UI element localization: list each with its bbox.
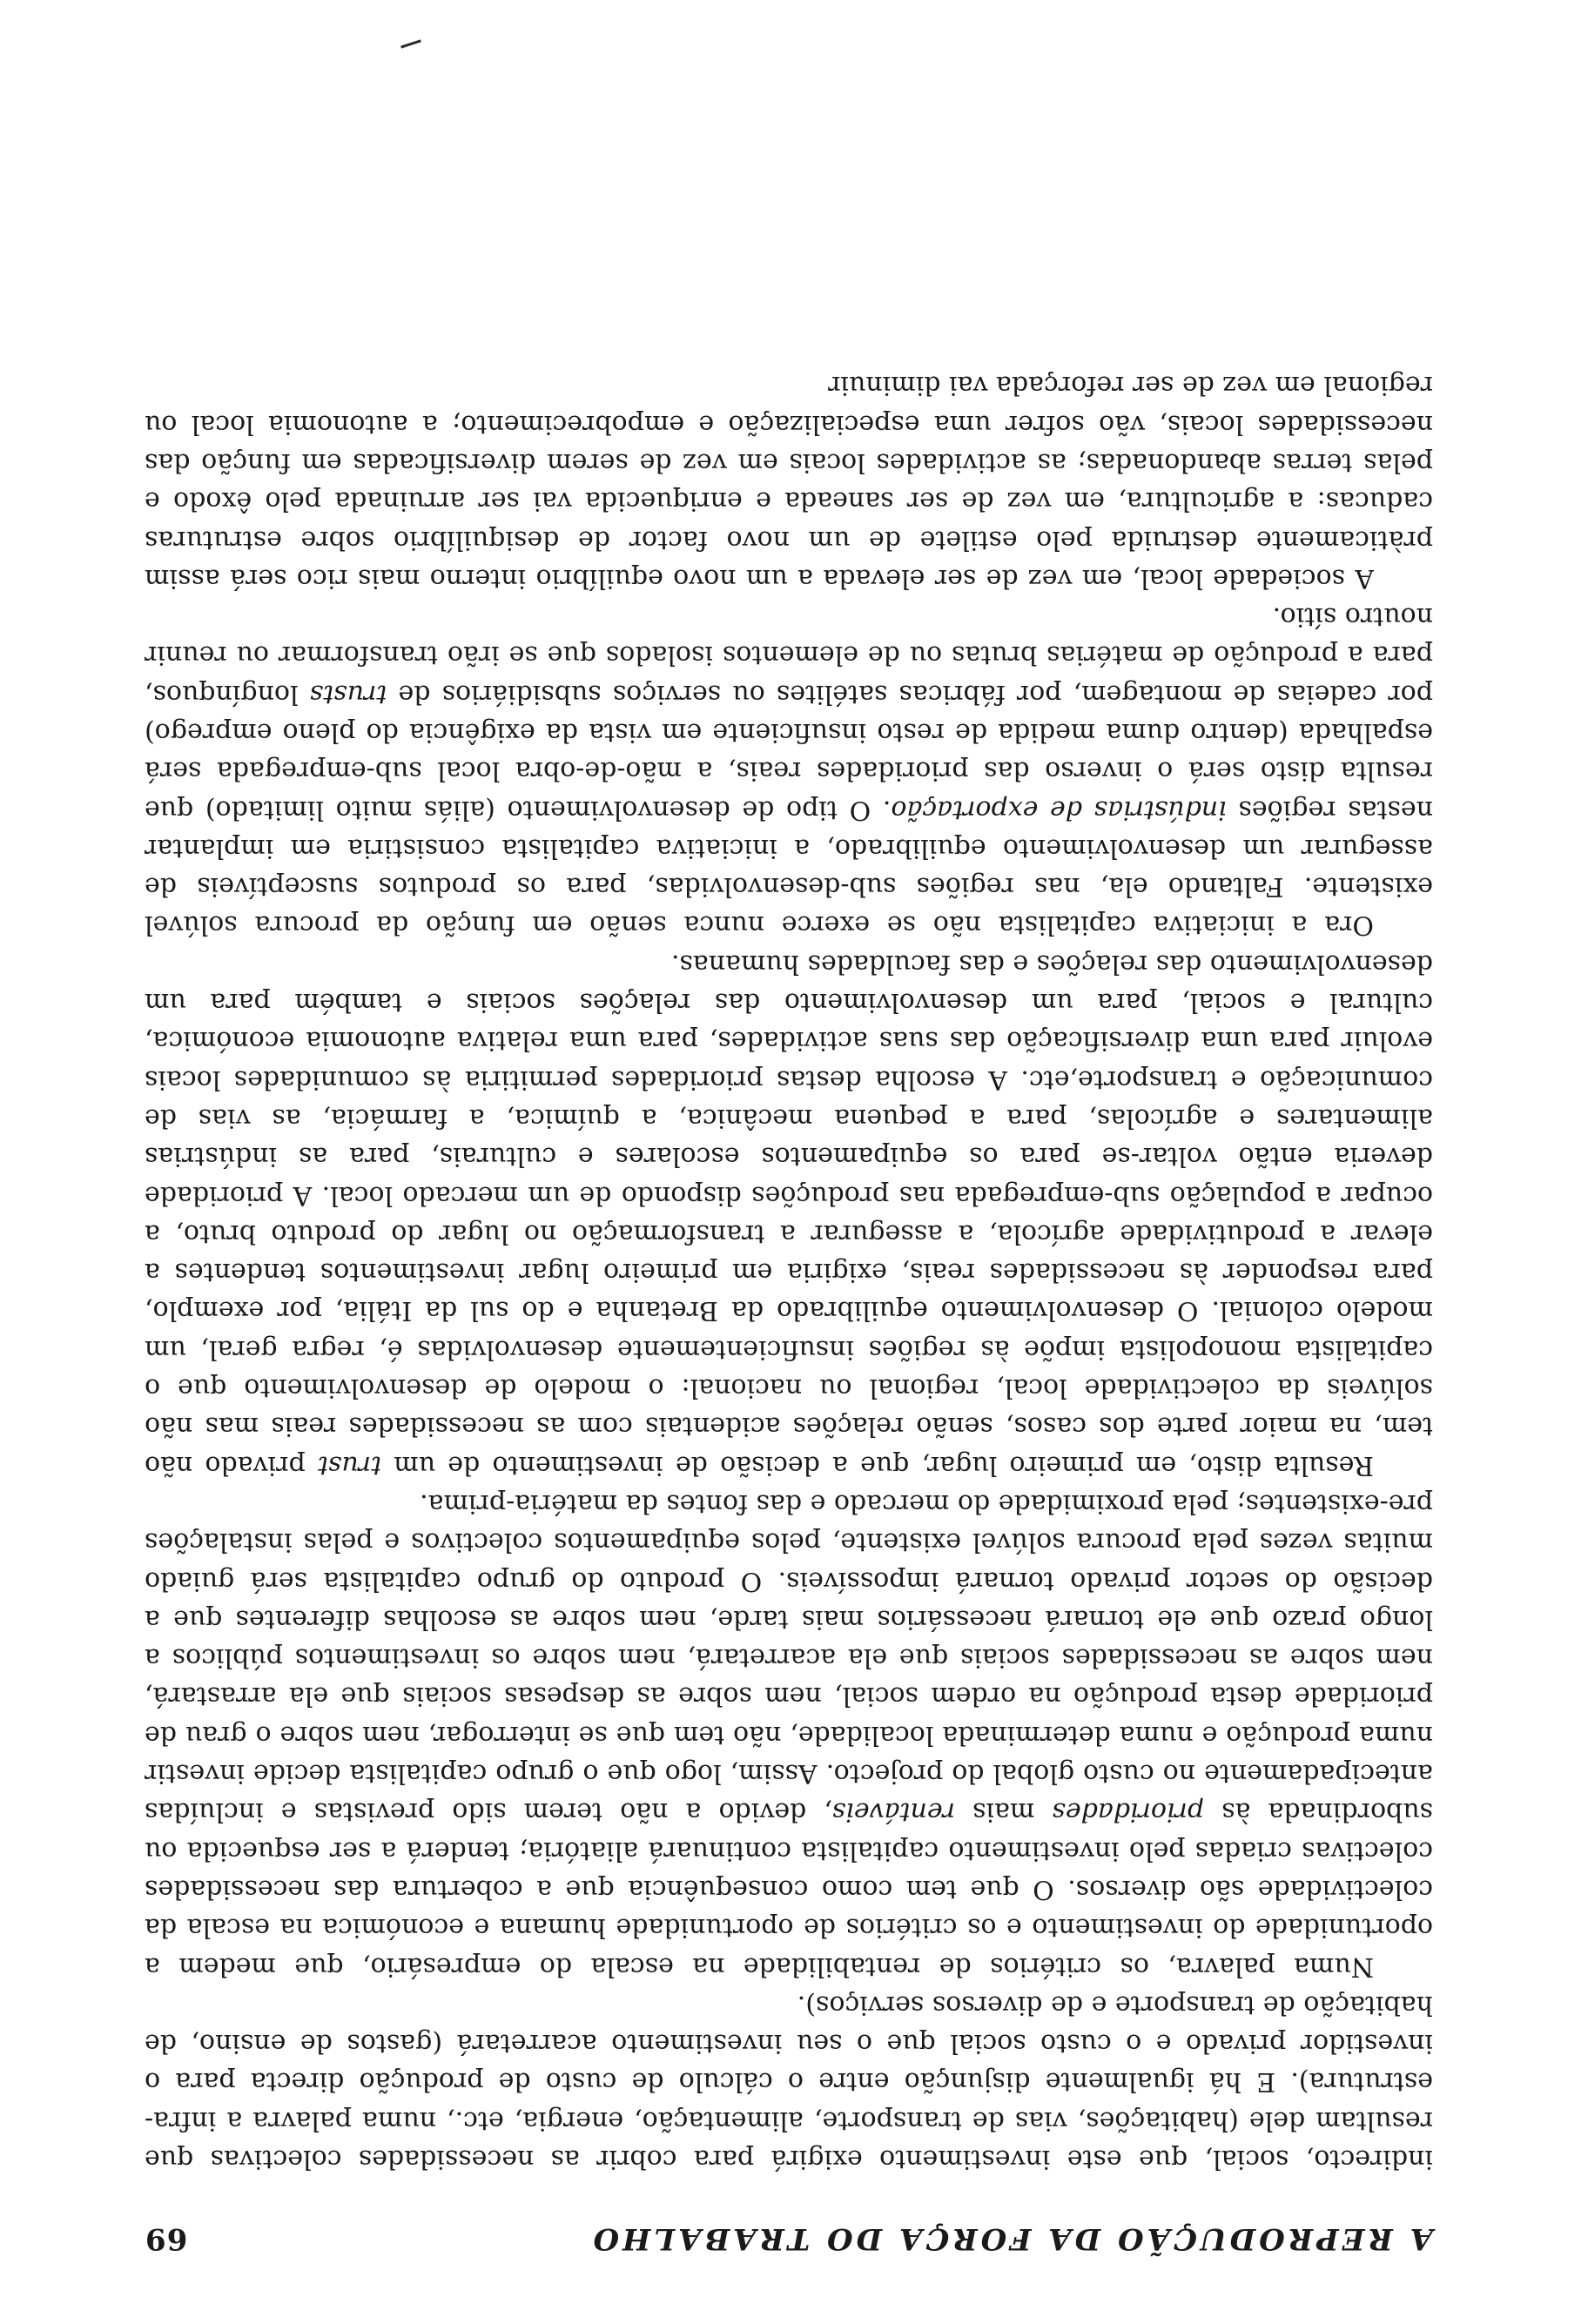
paragraph-criteria: Numa palavra, os critérios de rentabilidade na escala do empresário, que medem a oportunidade do investimento e os critérios de oportunidade humana e económica na escala da colectividade são diversos. O que tem como consequência que a cobertura das necessidades colectivas criadas pelo investimento capitalista continuará aliatória; tenderá a ser esquecida ou subordinada às prioridades mais rentáveis, devido a não terem sido previstas e incluídas antecipadamente no custo global do projecto. Assim, logo que o grupo capitalista decide investir numa produção e numa determinada localidade, não tem que se interrogar, nem sobre o grau de prioridade desta produção na ordem social, nem sobre as despesas sociais que ela arrastará, nem sobre as necessidades sociais que ela acarretará, nem sobre os investimentos públicos a longo prazo que ele tornará necessários mais tarde, nem sobre as escolhas diferentes que a decisão do sector privado tornará impossíveis. O produto do grupo capitalista será guiado muitas vezes pela procura solúvel existente, pelos equipamentos colectivos e pelas instalações pre-existentes; pela proximidade do mercado e das fontes da matéria-prima. — [145, 1488, 1433, 1982]
ink-mark — [400, 39, 421, 48]
running-title: A REPRODUÇÃO DA FORÇA DO TRABALHO — [589, 2221, 1433, 2256]
paragraph-continuation: indirecto, social, que este investimento exigirá para cobrir as necessidades colectivas que resultam dele (habitações, vias de transporte, alimentação, energia, etc., numa palavra a infra-estrutura). E há igualmente disjunção entre o cálculo de custo de produção directa para o investidor privado e o custo social que o seu investimento acarretará (gastos de ensino, de habitação de transporte e de diversos serviços). — [145, 1989, 1433, 2174]
paragraph-capitalist-initiative: Ora a iniciativa capitalista não se exerce nunca senão em função da procura solúvel existente. Faltando ela, nas regiões sub-desenvolvidas, para os produtos susceptíveis de assegurar um desenvolvimento equilibrado, a iniciativa capitalista consistiria em implantar nestas regiões indústrias de exportação. O tipo de desenvolvimento (aliás muito limitado) que resulta disto será o inverso das prioridades reais, a mão-de-obra local sub-empregada será espalhada (dentro duma medida de resto insuficiente em vista da exigência do pleno emprego) por cadeias de montagem, por fábricas satélites ou serviços subsidiários de trusts longínquos, para a produção de matérias brutas ou de elementos isolados que se irão transformar ou reunir noutro sítio. — [144, 601, 1433, 941]
running-head — [145, 2221, 1433, 2256]
page-content — [145, 366, 1433, 2256]
page-number: 69 — [145, 2221, 188, 2256]
paragraph-local-society: A sociedade local, em vez de ser elevada a um novo equilíbrio interno mais rico será assim pràticamente destruida pelo estilete de um novo factor de desiquilíbrio sobre estruturas caducas: a agricultura, em vez de ser saneada e enriquecida vai ser arruinada pelo êxodo e pelas terras abandonadas; as actividades locais em vez de serem diversificadas em função das necessidades locais, vão sofrer uma especialização e empobrecimento; a autonomia local ou regional em vez de ser reforçada vai diminuir — [145, 370, 1433, 594]
paragraph-consequences: Resulta disto, em primeiro lugar, que a decisão de investimento de um trust privado não tem, na maior parte dos casos, senão relações acidentais com as necessidades reais mas não solúveis da colectividade local, regional ou nacional: o modelo de desenvolvimento que o capitalista monopolista impõe às regiões insuficientemente desenvolvidas é, regra geral, um modelo colonial. O desenvolvimento equilibrado da Bretanha e do sul da Itália, por exemplo, para responder às necessidades reais, exigiria em primeiro lugar investimentos tendentes a elevar a produtividade agrícola, a assegurar a transformação no lugar do produto bruto, a ocupar a população sub-empregada nas produções dispondo de um mercado local. A prioridade deveria então voltar-se para os equipamentos escolares e culturais, para as indústrias alimentares e agrícolas, para a pequena mecânica, a química, a farmácia, as vias de comunicação e transporte,etc. A escolha destas prioridades permitiria às comunidades locais evoluir para uma diversificação das suas actividades, para uma relativa autonomia económica, cultural e social, para um desenvolvimento das relações sociais e também para um desenvolvimento das relações e das faculdades humanas. — [145, 948, 1433, 1481]
